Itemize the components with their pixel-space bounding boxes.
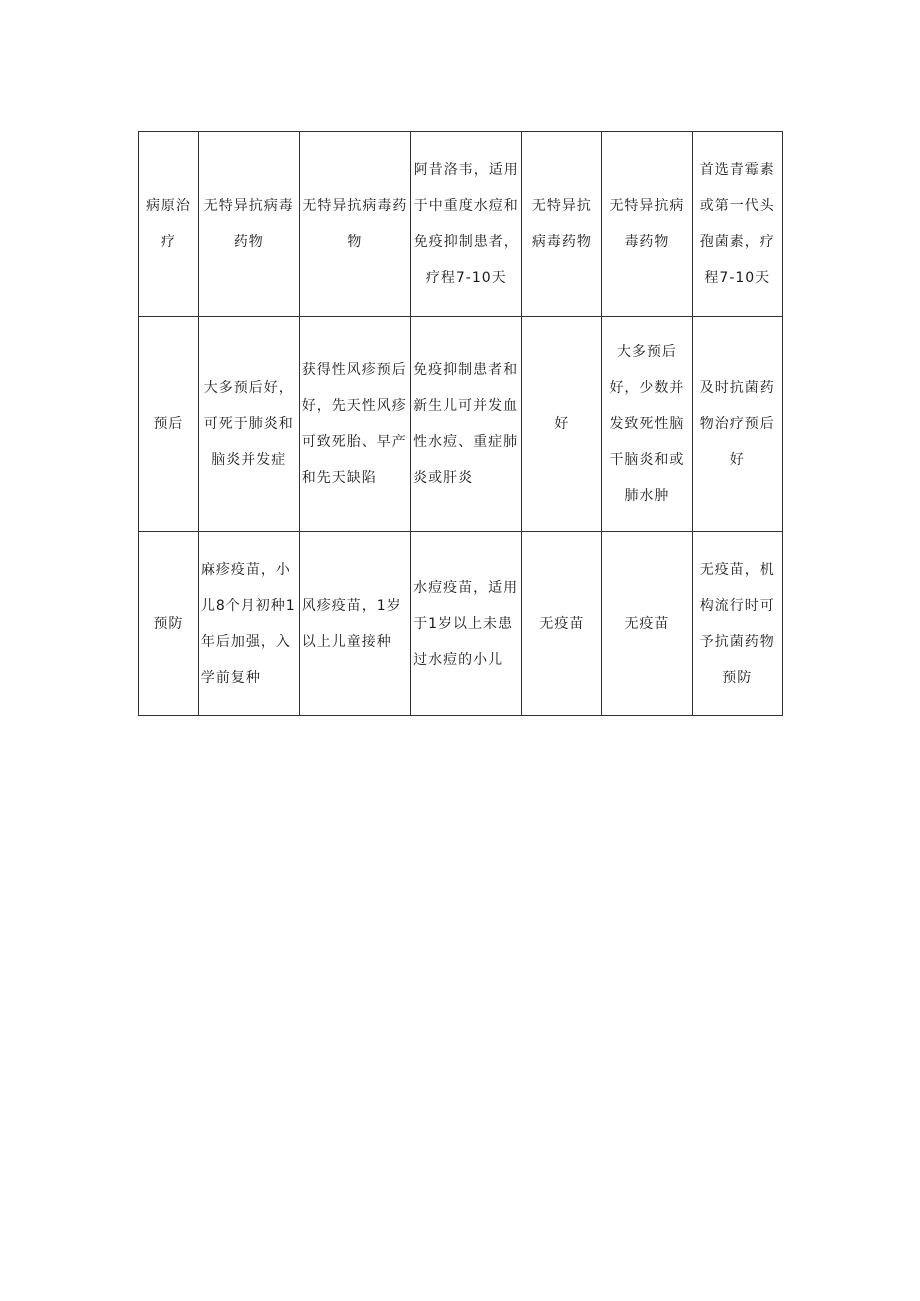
table-cell: 免疫抑制患者和新生儿可并发血性水痘、重症肺炎或肝炎: [411, 317, 522, 532]
table-cell: 首选青霉素或第一代头孢菌素，疗程7-10天: [692, 132, 782, 317]
table-cell: 无特异抗病毒药物: [299, 132, 410, 317]
table-cell: 无特异抗病毒药物: [602, 132, 692, 317]
table-cell: 及时抗菌药物治疗预后好: [692, 317, 782, 532]
table-cell: 阿昔洛韦，适用于中重度水痘和免疫抑制患者，疗程7-10天: [411, 132, 522, 317]
table-cell: 无特异抗病毒药物: [522, 132, 602, 317]
table-cell: 水痘疫苗，适用于1岁以上未患过水痘的小儿: [411, 532, 522, 716]
table-cell: 风疹疫苗，1岁以上儿童接种: [299, 532, 410, 716]
disease-comparison-table: [138, 131, 783, 716]
table-cell: 无疫苗，机构流行时可予抗菌药物预防: [692, 532, 782, 716]
table-cell: 无特异抗病毒药物: [198, 132, 299, 317]
row-header-prevention: 预防: [139, 532, 199, 716]
table-cell: 大多预后好，少数并发致死性脑干脑炎和或肺水肿: [602, 317, 692, 532]
row-header-treatment: 病原治疗: [139, 132, 199, 317]
table-cell: 无疫苗: [602, 532, 692, 716]
table-cell: 无疫苗: [522, 532, 602, 716]
table-row-prognosis: [139, 317, 783, 532]
table-row-treatment: [139, 132, 783, 317]
row-header-prognosis: 预后: [139, 317, 199, 532]
table-row-prevention: [139, 532, 783, 716]
table-cell: 麻疹疫苗，小儿8个月初种1年后加强，入学前复种: [198, 532, 299, 716]
table-cell: 获得性风疹预后好，先天性风疹可致死胎、早产和先天缺陷: [299, 317, 410, 532]
table-cell: 好: [522, 317, 602, 532]
table-cell: 大多预后好，可死于肺炎和脑炎并发症: [198, 317, 299, 532]
